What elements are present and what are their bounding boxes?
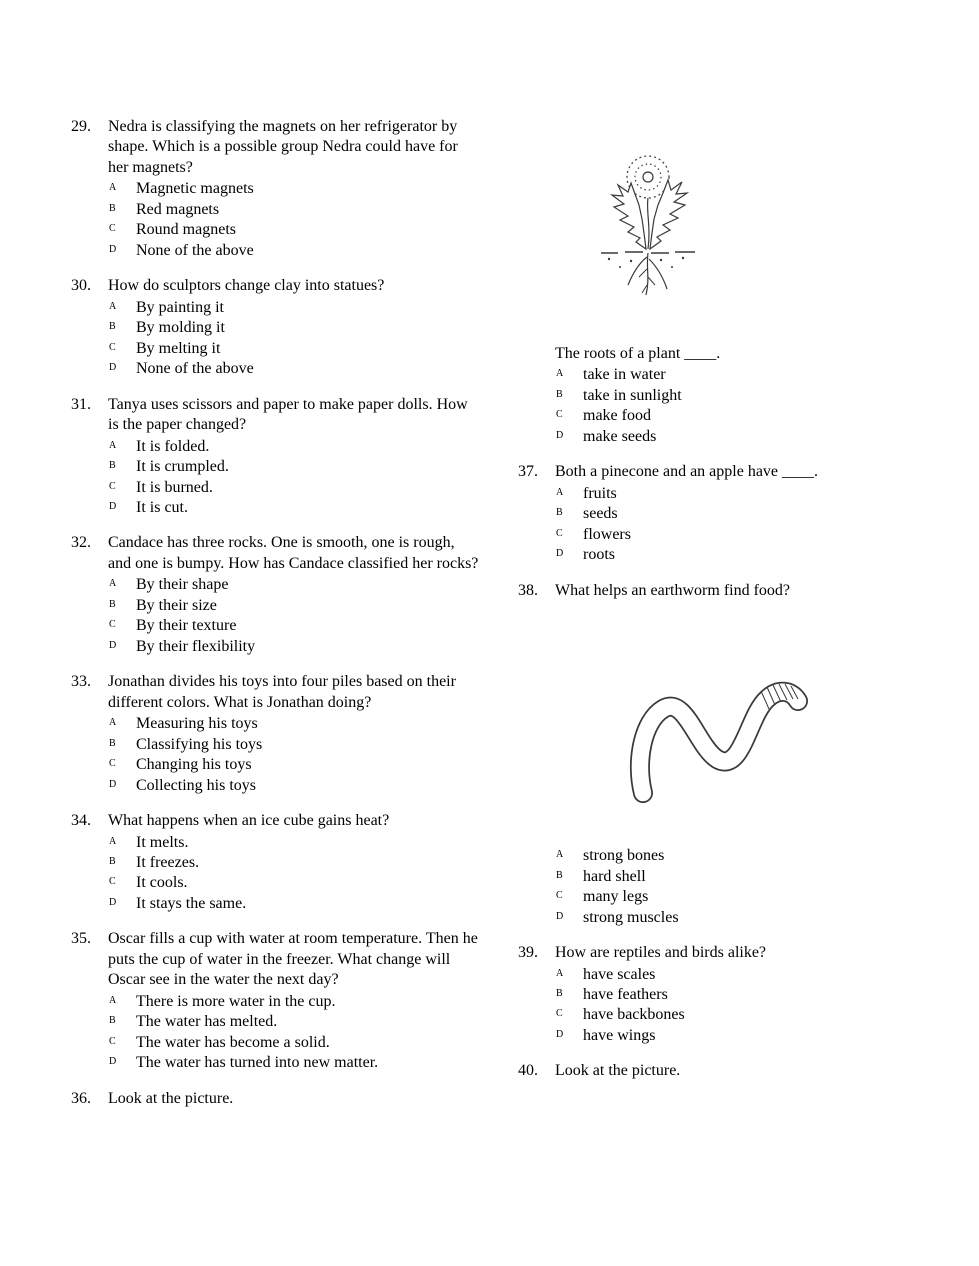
option-letter: A	[556, 486, 564, 498]
option-label: strong muscles	[583, 908, 679, 926]
option-label: take in sunlight	[583, 386, 682, 404]
option	[108, 498, 480, 518]
option-label: Round magnets	[136, 221, 236, 239]
question-number: 36.	[71, 1089, 91, 1107]
question-35	[71, 929, 480, 1073]
question-29	[71, 117, 480, 261]
option	[555, 365, 918, 385]
option-letter: B	[109, 321, 116, 333]
option-label: Classifying his toys	[136, 735, 263, 753]
option-label: have backbones	[583, 1006, 685, 1024]
question-number: 37.	[518, 463, 538, 481]
options-list	[555, 484, 918, 566]
option-label: hard shell	[583, 867, 646, 885]
option-label: have wings	[583, 1026, 656, 1044]
option	[555, 985, 918, 1005]
option-letter: D	[109, 639, 117, 651]
option-label: None of the above	[136, 241, 254, 259]
question-text: What helps an earthworm find food?	[555, 581, 791, 599]
plant-roots-illustration	[573, 149, 723, 309]
option-label: It is crumpled.	[136, 458, 229, 476]
question-text: What happens when an ice cube gains heat?	[108, 812, 390, 830]
options-list	[555, 365, 918, 447]
right-column	[518, 117, 918, 1097]
question-number: 30.	[71, 277, 91, 295]
option	[108, 1012, 480, 1032]
question-body	[108, 1089, 480, 1109]
option	[108, 220, 480, 240]
option-letter: C	[556, 409, 563, 421]
question-text: Jonathan divides his toys into four piles based on their different colors. What is Jonathan doing?	[108, 673, 456, 711]
question-body	[108, 533, 480, 657]
options-list	[555, 965, 918, 1047]
option-label: flowers	[583, 525, 631, 543]
question-body	[108, 117, 480, 261]
question-number: 40.	[518, 1062, 538, 1080]
option-letter: D	[109, 778, 117, 790]
option	[108, 833, 480, 853]
question-text: Candace has three rocks. One is smooth, one is rough, and one is bumpy. How has Candace classified her rocks?	[108, 534, 479, 572]
option-letter: B	[109, 1015, 116, 1027]
option-letter: B	[109, 598, 116, 610]
option-label: By molding it	[136, 319, 225, 337]
option-letter: B	[109, 737, 116, 749]
option-letter: C	[556, 527, 563, 539]
option-label: It is burned.	[136, 478, 213, 496]
option	[555, 887, 918, 907]
option	[108, 853, 480, 873]
option-letter: D	[109, 1056, 117, 1068]
option-label: By their shape	[136, 576, 229, 594]
option	[108, 241, 480, 261]
option	[555, 545, 918, 565]
question-32	[71, 533, 480, 657]
question-body	[555, 1061, 918, 1081]
option-letter: C	[109, 758, 116, 770]
question-text: How do sculptors change clay into statues?	[108, 277, 385, 295]
option-label: Collecting his toys	[136, 776, 256, 794]
option-letter: B	[556, 987, 563, 999]
options-list	[108, 298, 480, 380]
question-number: 31.	[71, 395, 91, 413]
option	[108, 437, 480, 457]
question-number: 29.	[71, 118, 91, 135]
option	[108, 894, 480, 914]
option-letter: B	[556, 507, 563, 519]
option-letter: C	[556, 890, 563, 902]
question-40	[518, 1061, 918, 1081]
option-label: By their texture	[136, 617, 237, 635]
option-letter: C	[109, 341, 116, 353]
option-letter: B	[556, 869, 563, 881]
option-label: have feathers	[583, 985, 668, 1003]
option-letter: A	[556, 849, 564, 861]
option-label: It melts.	[136, 833, 189, 851]
earthworm-drawing	[615, 641, 825, 811]
options-list	[108, 992, 480, 1074]
option	[555, 427, 918, 447]
option	[555, 1026, 918, 1046]
question-body	[108, 672, 480, 796]
option	[108, 616, 480, 636]
question-text: Look at the picture.	[108, 1089, 234, 1107]
option	[108, 1053, 480, 1073]
option-letter: A	[109, 835, 117, 847]
option-label: Measuring his toys	[136, 715, 258, 733]
option-label: It stays the same.	[136, 894, 247, 912]
question-text: How are reptiles and birds alike?	[555, 944, 767, 962]
question-36	[71, 1089, 480, 1109]
option-label: By melting it	[136, 339, 221, 357]
option-label: roots	[583, 546, 615, 564]
option	[108, 318, 480, 338]
question-36-stem	[555, 344, 918, 447]
option-letter: A	[109, 717, 117, 729]
options-list	[108, 714, 480, 796]
option-letter: C	[109, 876, 116, 888]
question-39	[518, 943, 918, 1046]
option-letter: A	[109, 439, 117, 451]
option-letter: A	[109, 300, 117, 312]
option-letter: A	[109, 182, 117, 194]
question-text: Tanya uses scissors and paper to make paper dolls. How is the paper changed?	[108, 395, 468, 434]
option	[555, 386, 918, 406]
option-letter: C	[109, 1035, 116, 1047]
question-33	[71, 672, 480, 796]
option-letter: D	[109, 500, 117, 512]
options-list	[108, 833, 480, 915]
option-label: There is more water in the cup.	[136, 992, 336, 1010]
question-body	[108, 929, 480, 1073]
question-body	[108, 811, 480, 914]
option	[108, 359, 480, 379]
question-body	[555, 462, 918, 565]
option-letter: C	[556, 1008, 563, 1020]
option-letter: A	[109, 994, 117, 1006]
options-list	[108, 437, 480, 519]
option	[555, 908, 918, 928]
option	[108, 1033, 480, 1053]
options-list	[108, 179, 480, 261]
option-label: By their size	[136, 596, 217, 614]
options-list	[108, 575, 480, 657]
question-37	[518, 462, 918, 565]
option-label: seeds	[583, 505, 618, 523]
option-letter: C	[109, 619, 116, 631]
options-list	[555, 846, 918, 928]
option-letter: D	[109, 896, 117, 908]
option-label: make food	[583, 407, 651, 425]
option	[555, 406, 918, 426]
option-letter: D	[109, 362, 117, 374]
plant-roots-drawing	[573, 149, 723, 309]
question-number: 35.	[71, 930, 91, 948]
option-letter: D	[556, 429, 564, 441]
option-letter: D	[556, 548, 564, 560]
question-number: 34.	[71, 812, 91, 830]
option-label: It cools.	[136, 874, 188, 892]
question-body	[555, 943, 918, 1046]
option-letter: C	[109, 480, 116, 492]
question-body	[555, 581, 918, 928]
option-letter: B	[109, 202, 116, 214]
option-label: Magnetic magnets	[136, 180, 254, 198]
option	[108, 596, 480, 616]
option	[555, 1005, 918, 1025]
option	[108, 478, 480, 498]
question-body	[108, 276, 480, 379]
left-column	[71, 117, 480, 1124]
option-label: The water has turned into new matter.	[136, 1054, 379, 1072]
question-text: Both a pinecone and an apple have ____.	[555, 463, 819, 481]
option	[108, 755, 480, 775]
option	[108, 735, 480, 755]
option	[108, 339, 480, 359]
option-label: take in water	[583, 366, 666, 384]
question-text: Oscar fills a cup with water at room temperature. Then he puts the cup of water in the freezer. What change will Oscar see in the water the next day?	[108, 930, 478, 989]
question-text: Nedra is classifying the magnets on her refrigerator by shape. Which is a possible group Nedra could have for her magnets?	[108, 118, 458, 176]
option-label: By their flexibility	[136, 637, 256, 655]
option-label: The water has become a solid.	[136, 1033, 330, 1051]
option	[555, 965, 918, 985]
option-letter: B	[109, 856, 116, 867]
option	[555, 525, 918, 545]
option	[108, 298, 480, 318]
option-label: It is cut.	[136, 498, 188, 516]
option-label: many legs	[583, 888, 649, 906]
option-letter: A	[109, 578, 117, 590]
option	[555, 846, 918, 866]
option	[108, 200, 480, 220]
option-label: Red magnets	[136, 200, 220, 218]
question-number: 33.	[71, 673, 91, 691]
option-letter: B	[556, 388, 563, 400]
option	[108, 575, 480, 595]
option-label: None of the above	[136, 360, 254, 378]
option-letter: C	[109, 223, 116, 235]
option-letter: D	[109, 243, 117, 255]
option	[108, 992, 480, 1012]
question-31	[71, 395, 480, 519]
option-label: fruits	[583, 484, 617, 502]
question-number: 32.	[71, 534, 91, 552]
question-body	[108, 395, 480, 519]
question-number: 39.	[518, 944, 538, 962]
option-label: make seeds	[583, 427, 657, 445]
question-38	[518, 581, 918, 928]
option	[555, 504, 918, 524]
option	[108, 179, 480, 199]
earthworm-illustration	[615, 641, 825, 811]
question-number: 38.	[518, 581, 538, 599]
option-label: Changing his toys	[136, 756, 252, 774]
option	[108, 873, 480, 893]
option-letter: A	[556, 967, 564, 979]
option	[108, 457, 480, 477]
option-label: strong bones	[583, 847, 665, 865]
option	[108, 714, 480, 734]
option-letter: A	[556, 368, 564, 380]
option-label: By painting it	[136, 298, 224, 316]
option-label: have scales	[583, 965, 656, 983]
option-letter: D	[556, 1028, 564, 1040]
option	[108, 776, 480, 796]
question-text: Look at the picture.	[555, 1062, 681, 1080]
question-text: The roots of a plant ____.	[555, 345, 721, 362]
option	[555, 867, 918, 887]
question-34	[71, 811, 480, 914]
question-30	[71, 276, 480, 379]
option	[555, 484, 918, 504]
option	[108, 637, 480, 657]
option-label: It is folded.	[136, 437, 210, 455]
option-letter: B	[109, 460, 116, 472]
option-label: The water has melted.	[136, 1013, 278, 1031]
option-letter: D	[556, 910, 564, 922]
option-label: It freezes.	[136, 854, 200, 871]
